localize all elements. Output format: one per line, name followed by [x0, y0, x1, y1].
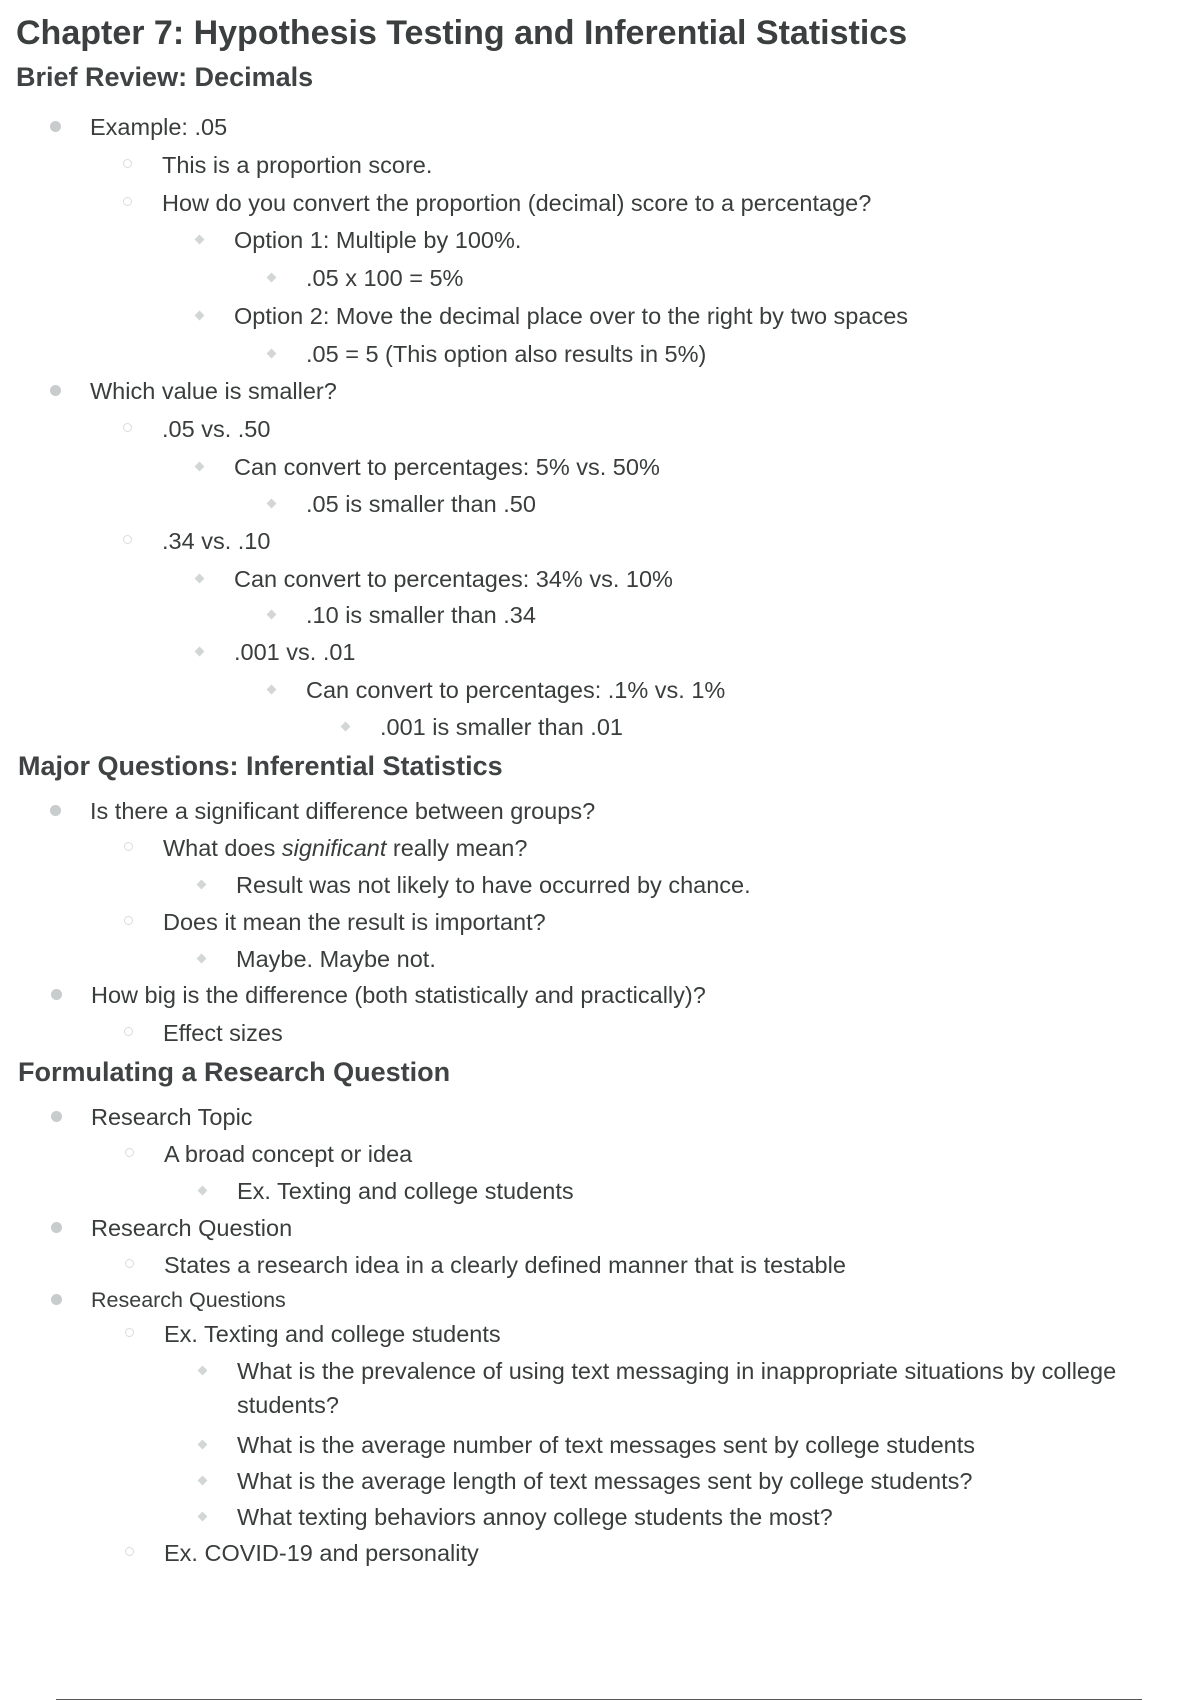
bullet-circle-icon: [125, 1259, 134, 1268]
bullet-circle-icon: [125, 1328, 134, 1337]
bullet-dot-icon: [50, 121, 61, 132]
bullet-dot-icon: [51, 1111, 62, 1122]
list-item: What does significant really mean?: [163, 831, 527, 865]
bullet-diamond-icon: [197, 880, 207, 890]
list-item: Can convert to percentages: .1% vs. 1%: [306, 673, 725, 707]
list-item: Does it mean the result is important?: [163, 905, 546, 939]
list-item: Research Question: [91, 1211, 292, 1245]
bullet-circle-icon: [123, 197, 132, 206]
list-item: Ex. Texting and college students: [237, 1174, 574, 1208]
list-item: .10 is smaller than .34: [306, 598, 536, 632]
bullet-diamond-icon: [267, 499, 277, 509]
bullet-dot-icon: [50, 805, 61, 816]
bullet-diamond-icon: [198, 1512, 208, 1522]
list-item: .001 is smaller than .01: [380, 710, 623, 744]
bullet-dot-icon: [51, 989, 62, 1000]
bullet-circle-icon: [124, 1027, 133, 1036]
bullet-diamond-icon: [267, 610, 277, 620]
list-item: What is the prevalence of using text messaging in inappropriate situations by college students?: [237, 1354, 1137, 1422]
bullet-diamond-icon: [267, 349, 277, 359]
section-heading-inferential: Major Questions: Inferential Statistics: [18, 751, 503, 781]
bullet-diamond-icon: [195, 574, 205, 584]
list-item: Maybe. Maybe not.: [236, 942, 436, 976]
list-item: What texting behaviors annoy college students the most?: [237, 1500, 833, 1534]
list-item: Which value is smaller?: [90, 374, 337, 408]
list-item: .34 vs. .10: [162, 524, 270, 558]
list-item: .05 x 100 = 5%: [306, 261, 463, 295]
bullet-diamond-icon: [197, 954, 207, 964]
list-item: Ex. COVID-19 and personality: [164, 1536, 479, 1570]
list-item: What is the average length of text messages sent by college students?: [237, 1464, 972, 1498]
section-heading-decimals: Brief Review: Decimals: [16, 62, 314, 92]
list-item: Research Questions: [91, 1283, 286, 1317]
list-item: Result was not likely to have occurred by chance.: [236, 868, 751, 902]
list-item: Can convert to percentages: 34% vs. 10%: [234, 562, 673, 596]
bullet-circle-icon: [125, 1148, 134, 1157]
list-item: How big is the difference (both statistically and practically)?: [91, 978, 706, 1012]
emphasized-word: significant: [281, 835, 387, 861]
bullet-diamond-icon: [198, 1476, 208, 1486]
list-item: States a research idea in a clearly defined manner that is testable: [164, 1248, 846, 1282]
list-item: This is a proportion score.: [162, 148, 432, 182]
bullet-diamond-icon: [195, 462, 205, 472]
list-item: .05 vs. .50: [162, 412, 270, 446]
list-item: Option 2: Move the decimal place over to the right by two spaces: [234, 299, 908, 333]
bullet-diamond-icon: [198, 1366, 208, 1376]
bullet-circle-icon: [123, 159, 132, 168]
bullet-circle-icon: [123, 423, 132, 432]
bullet-diamond-icon: [198, 1440, 208, 1450]
chapter-title: Chapter 7: Hypothesis Testing and Inferential Statistics: [16, 14, 908, 52]
list-item: A broad concept or idea: [164, 1137, 412, 1171]
bullet-circle-icon: [123, 535, 132, 544]
list-item: .05 = 5 (This option also results in 5%): [306, 337, 706, 371]
list-item: .001 vs. .01: [234, 635, 356, 669]
list-item: What is the average number of text messages sent by college students: [237, 1428, 975, 1462]
bullet-diamond-icon: [195, 647, 205, 657]
bullet-diamond-icon: [267, 685, 277, 695]
bullet-diamond-icon: [195, 311, 205, 321]
bullet-dot-icon: [50, 385, 61, 396]
list-item: Research Topic: [91, 1100, 253, 1134]
bullet-circle-icon: [124, 916, 133, 925]
bullet-diamond-icon: [267, 273, 277, 283]
list-item: Example: .05: [90, 110, 227, 144]
list-item: Can convert to percentages: 5% vs. 50%: [234, 450, 660, 484]
bullet-diamond-icon: [341, 722, 351, 732]
bullet-diamond-icon: [198, 1186, 208, 1196]
list-item: How do you convert the proportion (decimal) score to a percentage?: [162, 186, 871, 220]
section-heading-research-question: Formulating a Research Question: [18, 1057, 451, 1087]
list-item: Ex. Texting and college students: [164, 1317, 501, 1351]
list-item: Option 1: Multiple by 100%.: [234, 223, 521, 257]
bullet-diamond-icon: [195, 235, 205, 245]
bullet-circle-icon: [125, 1547, 134, 1556]
list-item: Effect sizes: [163, 1016, 283, 1050]
list-item: .05 is smaller than .50: [306, 487, 536, 521]
bullet-dot-icon: [51, 1294, 62, 1305]
list-item: Is there a significant difference between groups?: [90, 794, 595, 828]
bullet-circle-icon: [124, 842, 133, 851]
bullet-dot-icon: [51, 1222, 62, 1233]
